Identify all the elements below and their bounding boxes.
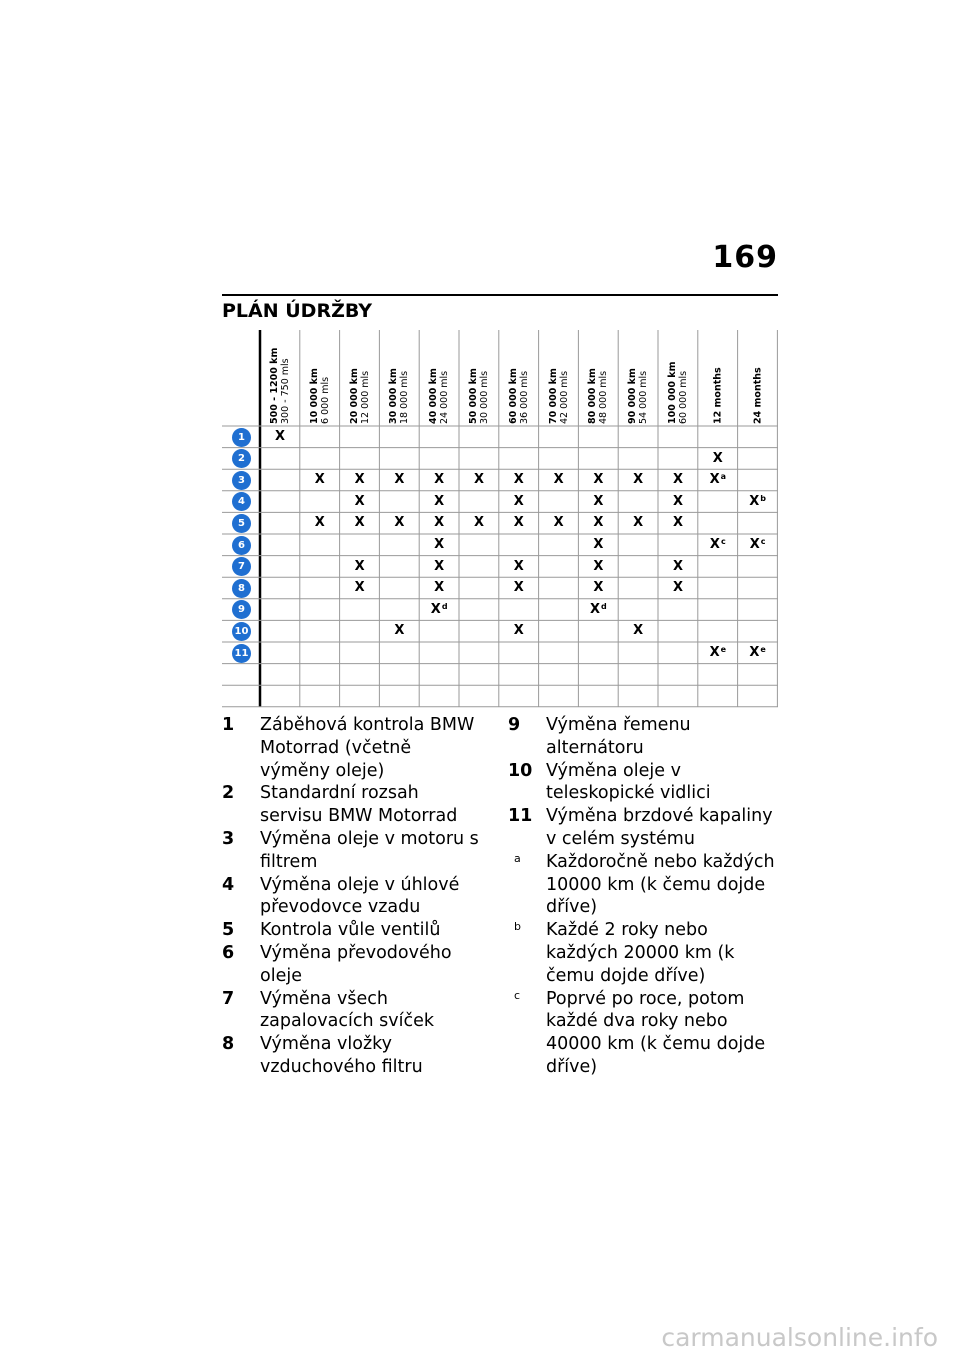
legend-key: 2	[222, 783, 235, 804]
legend-text: Každoročně nebo každých 10000 km (k čemu dojde dříve)	[546, 851, 775, 918]
maintenance-mark: X	[513, 515, 524, 531]
maintenance-mark: X	[354, 472, 365, 488]
column-header-mls: 42 000 mls	[558, 370, 570, 424]
maintenance-mark: X	[633, 472, 644, 488]
column-header-km: 12 months	[712, 367, 724, 424]
legend-text: Každé 2 roky nebo každých 20000 km (k čemu dojde dříve)	[546, 920, 735, 986]
legend-key: 6	[222, 942, 235, 963]
maintenance-mark: X	[354, 558, 365, 574]
column-header	[379, 332, 419, 426]
maintenance-mark: X	[633, 515, 644, 531]
column-header	[300, 332, 340, 426]
column-header	[499, 332, 539, 426]
section-title: PLÁN ÚDRŽBY	[222, 300, 373, 322]
column-header-mls: 18 000 mls	[399, 370, 411, 424]
maintenance-mark: X	[394, 623, 405, 639]
maintenance-mark: X	[593, 580, 604, 596]
legend-item	[508, 714, 778, 760]
legend-item	[508, 988, 778, 1079]
row-number-badge: 6	[232, 536, 251, 555]
maintenance-mark: X	[434, 472, 445, 488]
column-header-km: 500 - 1200 km	[269, 347, 280, 424]
maintenance-mark: X	[434, 580, 445, 596]
column-header-km: 80 000 km	[587, 368, 599, 424]
row-number-badge: 4	[232, 492, 251, 511]
legend-item	[222, 1033, 482, 1079]
maintenance-mark: X	[633, 623, 644, 639]
maintenance-mark: X	[354, 580, 365, 596]
legend-item	[508, 851, 778, 919]
footnote-marker: c	[720, 537, 726, 546]
column-header-mls: 48 000 mls	[598, 370, 610, 424]
maintenance-mark: X	[354, 515, 365, 531]
maintenance-mark: X	[593, 515, 604, 531]
legend-right-column	[508, 714, 778, 1079]
maintenance-mark: X $^d$	[590, 601, 607, 617]
footnote-marker: d	[441, 601, 448, 611]
column-header-mls: 12 000 mls	[359, 370, 371, 424]
legend-text: Standardní rozsah servisu BMW Motorrad	[260, 783, 458, 827]
maintenance-mark: X	[672, 472, 684, 488]
maintenance-mark: X	[314, 515, 325, 531]
column-header	[260, 332, 300, 426]
row-number-badge: 5	[232, 514, 251, 533]
maintenance-mark: X	[513, 623, 524, 639]
column-header-mls: 24 000 mls	[439, 370, 451, 424]
maintenance-mark: X	[434, 493, 445, 509]
legend-item	[508, 919, 778, 987]
maintenance-mark: X $^c$	[749, 537, 766, 552]
maintenance-mark: X	[434, 515, 445, 531]
row-number-badge: 7	[232, 557, 251, 576]
legend-text: Výměna převodového oleje	[260, 942, 452, 986]
footnote-marker: a	[720, 472, 727, 482]
column-header	[698, 332, 738, 426]
maintenance-mark: X $^e$	[709, 645, 727, 660]
row-number-badge: 11	[232, 644, 251, 663]
column-header	[419, 332, 459, 426]
legend-text: Výměna brzdové kapaliny v celém systému	[546, 806, 773, 849]
column-header-mls: 60 000 mls	[678, 370, 689, 424]
maintenance-mark: X	[672, 580, 684, 596]
legend-item	[222, 988, 482, 1034]
maintenance-mark: X	[513, 580, 524, 596]
maintenance-mark: X	[473, 472, 485, 488]
legend-text: Poprvé po roce, potom každé dva roky nebo 40000 km (k čemu dojde dříve)	[546, 988, 766, 1077]
legend-key: c	[514, 988, 521, 1002]
column-header-mls: 300 - 750 mls	[280, 358, 291, 424]
footnote-marker: c	[760, 537, 766, 546]
legend-item	[222, 782, 482, 828]
legend-item	[222, 874, 482, 920]
row-number-badge: 9	[232, 600, 251, 619]
column-header-km: 24 months	[752, 367, 764, 424]
maintenance-mark: X	[434, 537, 445, 552]
maintenance-mark: X	[672, 515, 684, 531]
maintenance-mark: X	[553, 472, 564, 488]
legend-item	[508, 805, 778, 851]
column-header	[658, 332, 698, 426]
maintenance-mark: X	[394, 515, 405, 531]
maintenance-mark: X	[513, 558, 524, 574]
maintenance-mark: X	[394, 472, 405, 488]
column-header	[459, 332, 499, 426]
maintenance-mark: X $^b$	[749, 493, 766, 509]
column-header-mls: 54 000 mls	[638, 370, 650, 424]
column-header-mls: 30 000 mls	[479, 370, 490, 424]
legend-text: Výměna vložky vzduchového filtru	[260, 1034, 423, 1077]
maintenance-mark: X	[513, 493, 524, 509]
maintenance-mark: X	[434, 558, 445, 574]
maintenance-mark: X	[593, 537, 604, 552]
legend-item	[222, 919, 482, 942]
row-number-badge: 3	[232, 471, 251, 490]
column-header-km: 100 000 km	[667, 361, 678, 424]
maintenance-mark: X	[712, 450, 723, 466]
maintenance-mark: X $^d$	[430, 601, 448, 617]
legend-item	[222, 828, 482, 874]
column-header-km: 70 000 km	[547, 368, 559, 424]
maintenance-mark: X $^c$	[709, 537, 726, 552]
footnote-marker: e	[760, 645, 766, 654]
legend-key: 5	[222, 920, 235, 941]
column-header-km: 10 000 km	[308, 368, 320, 424]
legend-key: 1	[222, 715, 235, 735]
footnote-marker: e	[720, 645, 727, 654]
legend-text: Výměna všech zapalovacích svíček	[260, 988, 435, 1032]
legend-key: 4	[222, 874, 235, 895]
legend-key: b	[514, 920, 521, 934]
legend-key: 8	[222, 1034, 235, 1055]
column-header	[539, 332, 579, 426]
legend-left-column	[222, 714, 482, 1079]
column-header-km: 90 000 km	[627, 368, 639, 424]
title-divider	[222, 294, 778, 296]
maintenance-mark: X	[553, 515, 564, 531]
column-header	[578, 332, 618, 426]
legend-item	[222, 714, 482, 782]
maintenance-mark: X	[513, 472, 524, 488]
column-header-km: 50 000 km	[468, 368, 479, 424]
watermark: carmanualsonline.info	[661, 1323, 938, 1352]
maintenance-mark: X	[274, 429, 286, 444]
row-number-badge: 10	[232, 622, 251, 641]
maintenance-mark: X	[593, 493, 604, 509]
maintenance-mark: X	[473, 515, 485, 531]
column-header-km: 20 000 km	[348, 368, 360, 424]
page-number: 169	[712, 240, 778, 275]
column-header	[618, 332, 658, 426]
maintenance-mark: X $^e$	[749, 645, 766, 660]
legend-key: a	[514, 851, 521, 865]
legend-key: 7	[222, 988, 235, 1009]
column-header-mls: 36 000 mls	[518, 370, 530, 424]
footnote-marker: b	[760, 493, 766, 503]
legend-key: 9	[508, 715, 521, 735]
column-header-km: 30 000 km	[388, 368, 400, 424]
legend-item	[222, 942, 482, 988]
footnote-marker: d	[601, 601, 607, 611]
maintenance-mark: X	[593, 472, 604, 488]
legend-text: Záběhová kontrola BMW Motorrad (včetně výměny oleje)	[260, 715, 475, 781]
legend-text: Výměna oleje v motoru s filtrem	[260, 828, 479, 872]
maintenance-mark: X	[593, 558, 604, 574]
row-number-badge: 2	[232, 449, 251, 468]
legend-key: 3	[222, 828, 235, 849]
legend-text: Výměna oleje v úhlové převodovce vzadu	[260, 874, 460, 918]
legend-item	[508, 760, 778, 806]
row-number-badge: 8	[232, 579, 251, 598]
maintenance-mark: X	[354, 493, 365, 509]
maintenance-mark: X	[672, 493, 684, 509]
column-header	[738, 332, 778, 426]
row-number-badge: 1	[232, 428, 251, 447]
column-header	[340, 332, 380, 426]
legend-text: Výměna řemenu alternátoru	[546, 715, 691, 758]
maintenance-mark: X	[314, 472, 325, 488]
column-header-km: 60 000 km	[507, 368, 519, 424]
maintenance-mark: X	[672, 558, 684, 574]
column-header-km: 40 000 km	[428, 368, 440, 424]
legend-text: Kontrola vůle ventilů	[260, 920, 441, 941]
column-header-mls: 6 000 mls	[319, 376, 331, 424]
legend-key: 10	[508, 760, 533, 781]
legend-text: Výměna oleje v teleskopické vidlici	[546, 760, 711, 804]
maintenance-mark: X $^a$	[709, 472, 727, 488]
legend-key: 11	[508, 806, 533, 827]
maintenance-table	[222, 330, 778, 708]
